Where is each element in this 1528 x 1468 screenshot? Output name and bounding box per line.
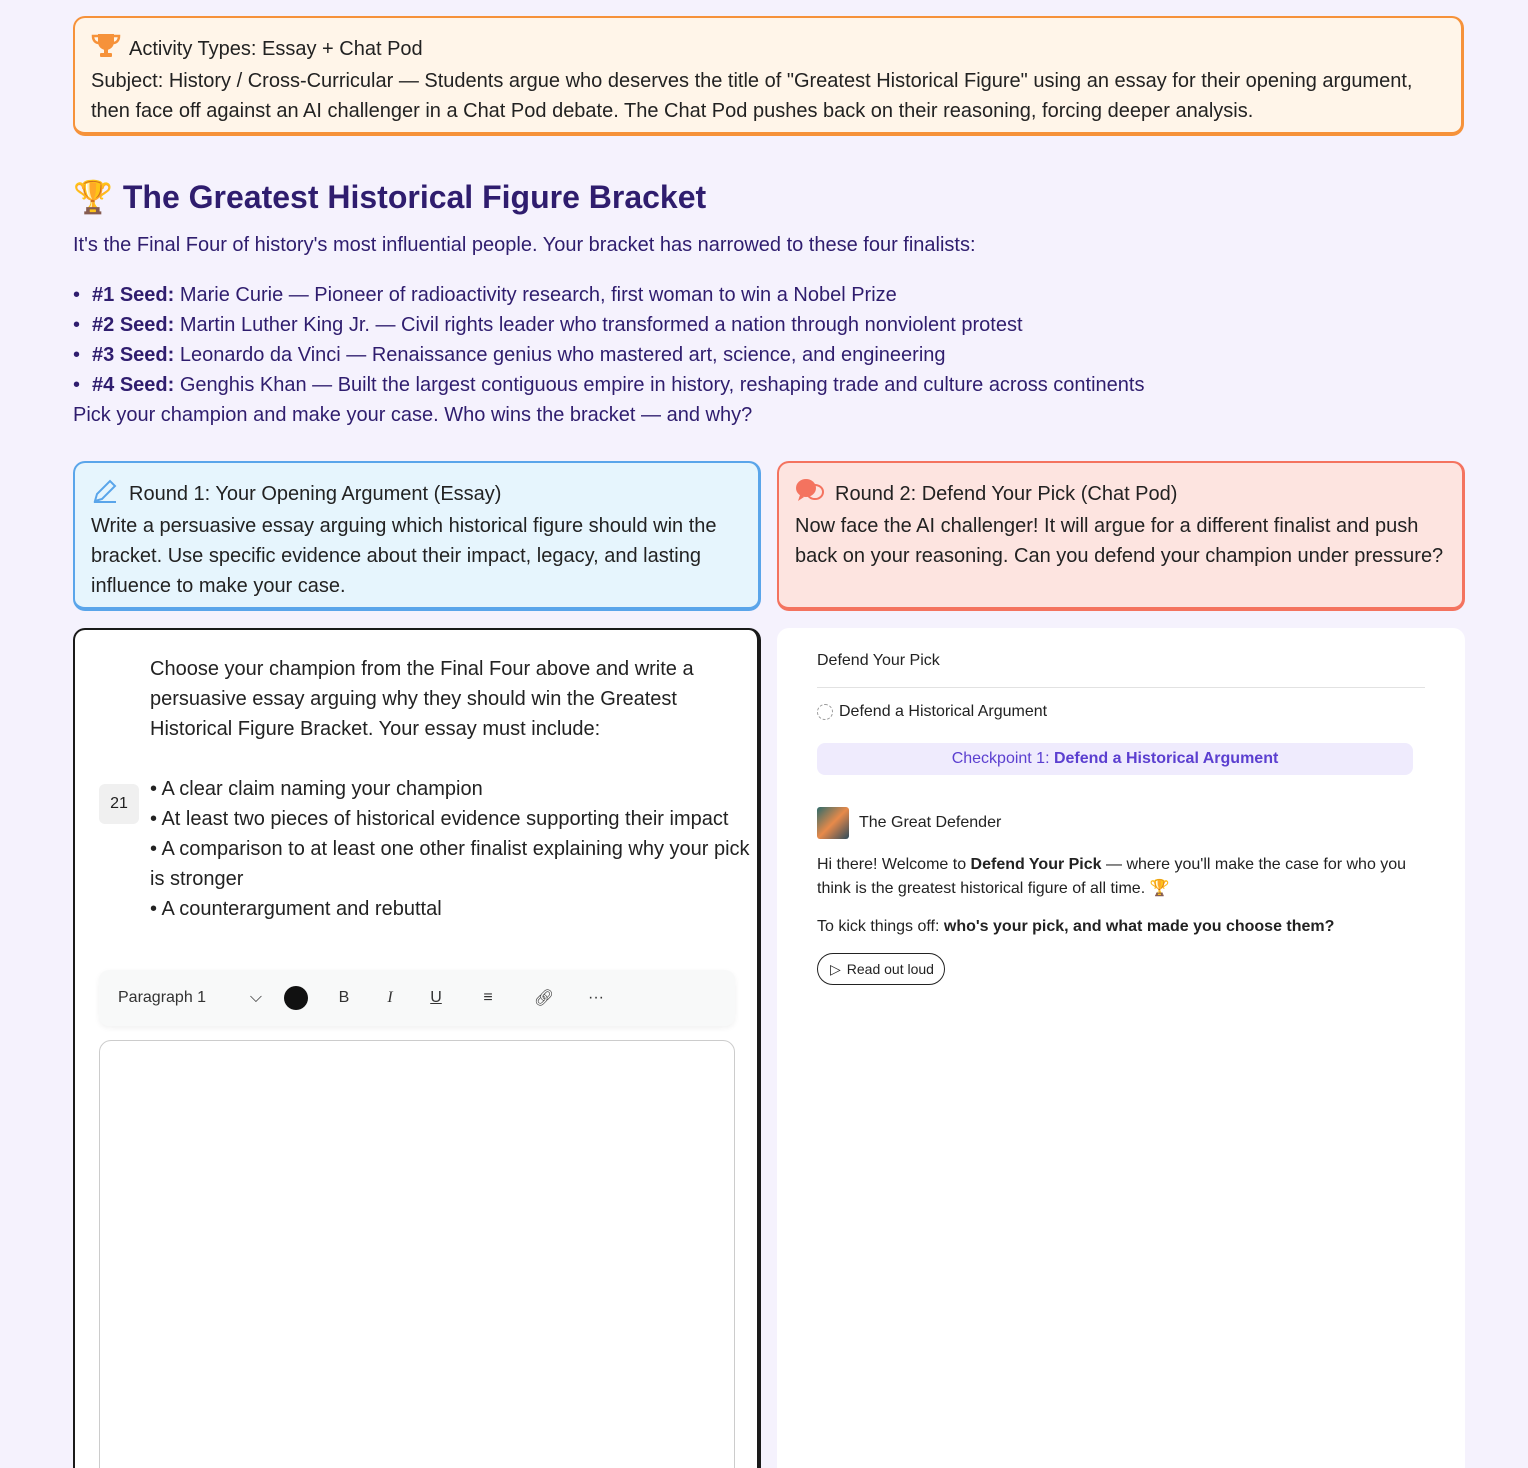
align-icon[interactable]: ≡ [483,989,493,1006]
checkpoint-prefix: Checkpoint 1: [951,750,1054,767]
speech-bubbles-icon [795,477,825,511]
read-out-loud-button[interactable] [817,953,945,985]
checkpoint-name: Defend a Historical Argument [1053,750,1279,767]
round1-card [73,461,761,611]
intro-text: It's the Final Four of history's most influential people. Your bracket has narrowed to these four finalists: [73,234,976,256]
banner-description: Subject: History / Cross-Curricular — Students argue who deserves the title of "Greatest Historical Figure" using an essay for their opening argument, then face off against an AI challenger in a Chat Pod debate. The Chat Pod pushes back on their reasoning, forcing deeper analysis. [91,70,1413,122]
read-out-loud-label: Read out loud [846,961,934,977]
agent-avatar [817,807,849,839]
msg-text: — where you'll make the case for who you think is the greatest historical figure of all time. 🏆 [817,856,1407,897]
question-number-badge: 21 [99,784,139,824]
page-title-text: The Greatest Historical Figure Bracket [122,178,707,215]
round2-card [777,461,1465,611]
essay-panel [73,628,761,1468]
list-item [73,280,1464,310]
editor-toolbar [99,970,735,1026]
closing-text: Pick your champion and make your case. Who wins the bracket — and why? [73,404,753,426]
underline-button[interactable]: U [430,989,442,1006]
seed-text: Marie Curie — Pioneer of radioactivity research, first woman to win a Nobel Prize [174,284,897,306]
chat-pod-panel [777,628,1465,1468]
essay-prompt-text: Choose your champion from the Final Four above and write a persuasive essay arguing why they should win the Greatest Historical Figure Bracket. Your essay must include: [150,658,694,740]
seed-label: #3 Seed: [92,344,175,366]
round2-title: Round 2: Defend Your Pick (Chat Pod) [835,483,1178,505]
play-icon: ▷ [830,960,841,977]
agent-message [817,853,1417,901]
agent-header [817,807,1425,839]
msg-bold: who's your pick, and what made you choose them? [943,918,1335,935]
list-item [73,310,1464,340]
seed-text: Leonardo da Vinci — Renaissance genius who mastered art, science, and engineering [174,344,946,366]
seed-text: Martin Luther King Jr. — Civil rights leader who transformed a nation through nonviolent protest [174,314,1023,336]
seed-label: #4 Seed: [92,374,175,396]
round1-title: Round 1: Your Opening Argument (Essay) [129,483,502,505]
pending-circle-icon [817,704,833,720]
bold-button[interactable]: B [338,989,350,1006]
trophy-icon: 🏆 [73,179,113,215]
requirement-item: • A clear claim naming your champion [150,778,483,800]
round1-text: Write a persuasive essay arguing which historical figure should win the bracket. Use specific evidence about their impact, legacy, and lasting influence to make your case. [91,515,717,597]
checklist-item [817,703,1425,721]
list-item [73,340,1464,370]
seed-label: #1 Seed: [92,284,175,306]
text-color-button[interactable] [284,986,308,1010]
requirement-item: • A comparison to at least one other finalist explaining why your pick is stronger [150,838,750,890]
msg-text: To kick things off: [817,918,944,935]
essay-prompt [150,654,750,924]
chevron-down-icon: ⌵ [249,989,262,1006]
checklist-label: Defend a Historical Argument [839,703,1048,720]
seed-list [73,280,1464,400]
requirement-item: • A counterargument and rebuttal [150,898,442,920]
msg-text: Hi there! Welcome to [817,856,971,873]
seed-label: #2 Seed: [92,314,175,336]
paragraph-style-select[interactable] [118,989,262,1007]
agent-message [817,915,1417,939]
round2-text: Now face the AI challenger! It will argue for a different finalist and push back on your reasoning. Can you defend your champion under pressure? [795,515,1444,567]
msg-bold: Defend Your Pick [970,856,1102,873]
seed-text: Genghis Khan — Built the largest contiguous empire in history, reshaping trade and culture across continents [174,374,1145,396]
requirement-item: • At least two pieces of historical evidence supporting their impact [150,808,729,830]
activity-banner [73,16,1464,136]
agent-name: The Great Defender [859,814,1002,831]
italic-button[interactable]: I [387,989,393,1006]
paragraph-style-label: Paragraph 1 [118,989,207,1006]
pencil-icon [91,477,119,511]
more-options-button[interactable]: ··· [588,989,604,1006]
page-title [73,178,706,216]
trophy-icon [91,32,121,66]
essay-text-editor[interactable] [99,1040,735,1468]
banner-title: Activity Types: Essay + Chat Pod [129,38,423,60]
intro-section [73,230,1464,430]
chat-header: Defend Your Pick [817,652,1425,688]
list-item [73,370,1464,400]
link-icon[interactable]: 🔗︎ [533,990,555,1007]
checkpoint-banner [817,743,1413,775]
